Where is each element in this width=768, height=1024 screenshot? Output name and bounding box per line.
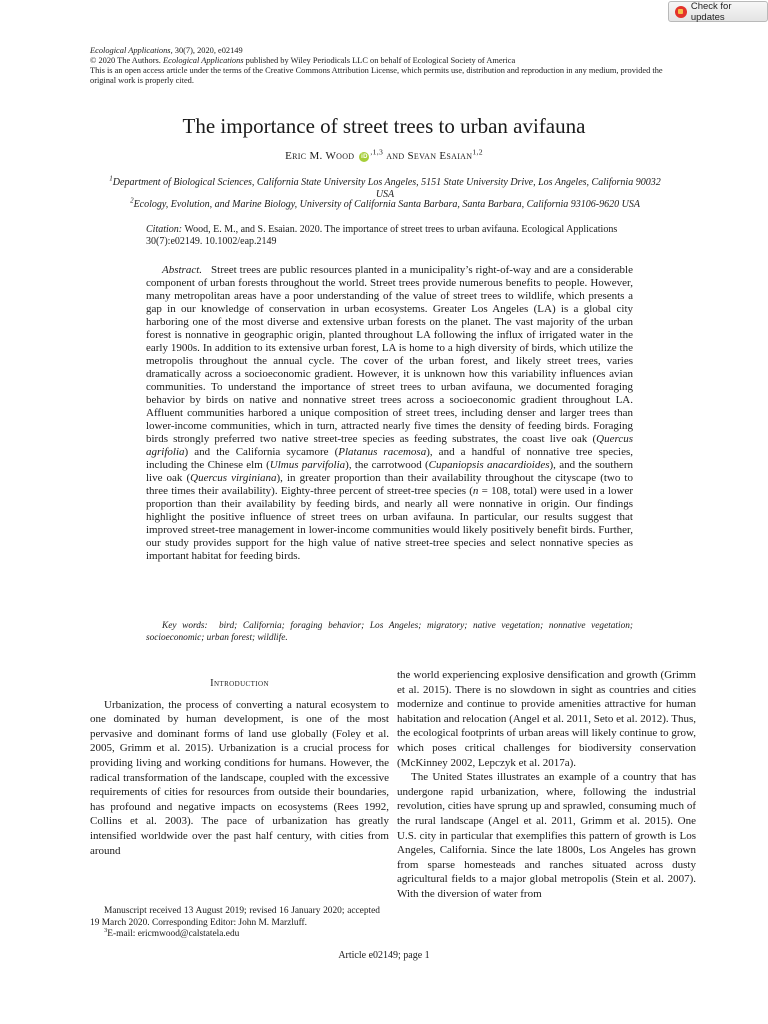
species-cupaniopsis-anacardioides: Cupaniopsis anacardioides — [428, 459, 550, 471]
license-text: This is an open access article under the terms of the Creative Commons Attribution License, which permits use, distribution and reproduction in any medium, provided the original work is properly cited. — [90, 66, 663, 85]
abstract-label: Abstract. — [162, 264, 203, 276]
author-1: Eric M. Wood — [285, 150, 355, 162]
citation-label: Citation: — [146, 224, 183, 235]
affiliation-1 — [100, 174, 670, 201]
check-for-updates-label: Check for updates — [690, 0, 732, 23]
affiliation-1-text: Department of Biological Sciences, California State University Los Angeles, 5151 State University Drive, Los Angeles, California 90032 USA — [112, 177, 661, 200]
affiliation-2 — [100, 196, 670, 211]
intro-paragraph-1-continued: the world experiencing explosive densification and growth (Grimm et al. 2015). There is no slowdown in sight as countries and cities modernize and continue to provide amenities attractive for human habitation and relocation (Angel et al. 2011, Seto et al. 2012). Thus, the ecological footprints of urban areas will likely continue to grow, which poses critical challenges for biodiversity conservation (McKinney 2002, Lepczyk et al. 2017a). — [397, 669, 696, 769]
paper-title: The importance of street trees to urban avifauna — [182, 114, 586, 138]
copyright-line — [90, 56, 690, 66]
email-note-number: 3 — [104, 926, 108, 934]
keywords — [146, 620, 633, 644]
citation — [146, 224, 632, 248]
copyright-prefix: © 2020 The Authors. — [90, 56, 163, 65]
author-1-affiliation: ,1,3 — [370, 147, 384, 157]
manuscript-note: Manuscript received 13 August 2019; revised 16 January 2020; accepted 19 March 2020. Corresponding Editor: John M. Marzluff. — [90, 906, 380, 928]
journal-name: Ecological Applications — [90, 46, 171, 55]
keywords-label: Key words: — [162, 621, 208, 631]
page-footer: Article e02149; page 1 — [338, 950, 430, 961]
species-platanus-racemosa: Platanus racemosa — [338, 446, 427, 458]
sample-size-variable: n — [472, 485, 479, 497]
intro-paragraph-2: The United States illustrates an example of a country that has undergone rapid urbanization, where, following the industrial revolution, cities have sprung up and sprawled, consuming much of the rural landscape (Angel et al. 2011, Grimm et al. 2015). One U.S. city in particular that exemplifies this pattern of growth is Los Angeles, California. Since the late 1800s, Los Angeles has grown from sparse homesteads and ranches situated across dusty agricultural fields to a major global metropolis (Stein et al. 2007). With the diversion of water from — [397, 771, 696, 900]
journal-issue: , 30(7), 2020, e02149 — [170, 46, 243, 55]
author-2-affiliation: 1,2 — [472, 147, 483, 157]
abstract-text-3: ), and a handful of nonnative tree species, including the Chinese elm ( — [146, 446, 633, 471]
crossmark-icon — [675, 6, 687, 18]
introduction-heading: Introduction — [210, 678, 269, 689]
orcid-icon[interactable]: iD — [361, 154, 368, 160]
species-quercus-virginiana: Quercus virginiana — [190, 472, 277, 484]
copyright-journal: Ecological Applications — [162, 56, 244, 65]
email-text: E-mail: ericmwood@calstatela.edu — [107, 929, 240, 939]
footnote — [90, 906, 380, 941]
journal-line — [90, 46, 690, 56]
email-note — [90, 926, 380, 941]
citation-text: Wood, E. M., and S. Esaian. 2020. The importance of street trees to urban avifauna. Ecological Applications 30(7):e02149. 10.1002/eap.2149 — [146, 224, 618, 247]
abstract-text-7: = 108, total) were used in a lower proportion than their availability by feeding birds, and nearly all were nonnative in origin. Our findings highlight the positive influence of street trees on urban avifauna. In particular, our results suggest that improved street-tree management in lower-income communities would likely positively benefit birds. Further, our study provides support for the high value of native street-tree species and select nonnative species as important habitat for feeding birds. — [146, 485, 634, 562]
affiliation-2-text: Ecology, Evolution, and Marine Biology, University of California Santa Barbara, Santa Barbara, California 93106-9620 USA — [133, 199, 640, 210]
check-for-updates-button[interactable] — [668, 1, 768, 22]
species-ulmus-parvifolia: Ulmus parvifolia — [269, 459, 346, 471]
intro-paragraph-1: Urbanization, the process of converting a natural ecosystem to one dominated by human development, is one of the most pervasive and dominant forms of land use globally (Foley et al. 2005, Grimm et al. 2015). Urbanization is a crucial process for providing living and working conditions for humans. However, the radical transformation of the landscape, coupled with the excessive requirements of cities for resources from outside their boundaries, has profound and negative impacts on ecosystems (Rees 1992, Collins et al. 2003). The pace of urbanization has greatly intensified worldwide over the past half century, with cities from around — [90, 698, 389, 857]
abstract-text-2: ) and the California sycamore ( — [184, 446, 339, 458]
abstract-text-4: ), the carrotwood ( — [345, 459, 429, 471]
keywords-text: bird; California; foraging behavior; Los Angeles; migratory; native vegetation; nonnative vegetation; socioeconomic; urban forest; wildlife. — [146, 621, 633, 643]
abstract — [146, 264, 633, 563]
abstract-text-1: Street trees are public resources planted in a municipality’s right-of-way and are a considerable component of urban forests throughout the world. Street trees provide numerous benefits to people. However, many metropolitan areas have a poor understanding of the value of street trees to wildlife, which presents a gap in our knowledge of conservation in urban ecosystems. Greater Los Angeles (LA) is a global city harboring one of the most diverse and extensive urban forests on the planet. The vast majority of the urban forest is nonnative in geographic origin, planted throughout LA following the influx of irrigated water in the early 1900s. In addition to its extensive urban forest, LA is home to a high diversity of birds, which utilize the metropolis throughout the annual cycle. The cover of the urban forest, and likely street trees, varies dramatically across a socioeconomic gradient. However, it is unknown how this variability influences avian communities. To understand the importance of street trees to urban avifauna, we documented foraging behavior by birds on native and nonnative street trees across a socioeconomic gradient throughout LA. Affluent communities harbored a unique composition of street trees, including denser and larger trees than lower-income communities, which in turn, attracted nearly five times the density of feeding birds. Foraging birds strongly preferred two native street-tree species as feeding substrates, the coast live oak ( — [146, 264, 633, 445]
right-column — [397, 668, 696, 902]
author-2: Sevan Esaian — [407, 150, 473, 162]
affiliation-2-number: 2 — [130, 196, 134, 205]
abstract-text-6: ), in greater proportion than their availability throughout the cityscape (two to three times their availability). Eighty-three percent of street-tree species ( — [146, 472, 633, 497]
author-line — [0, 147, 768, 162]
journal-header — [90, 46, 690, 86]
copyright-suffix: published by Wiley Periodicals LLC on behalf of Ecological Society of America — [243, 56, 516, 65]
abstract-text-5: ), and the southern live oak ( — [146, 459, 633, 484]
author-joiner: and — [383, 150, 408, 162]
left-column — [90, 677, 389, 858]
species-quercus-agrifolia: Quercus agrifolia — [146, 433, 633, 458]
affiliation-1-number: 1 — [109, 174, 113, 183]
